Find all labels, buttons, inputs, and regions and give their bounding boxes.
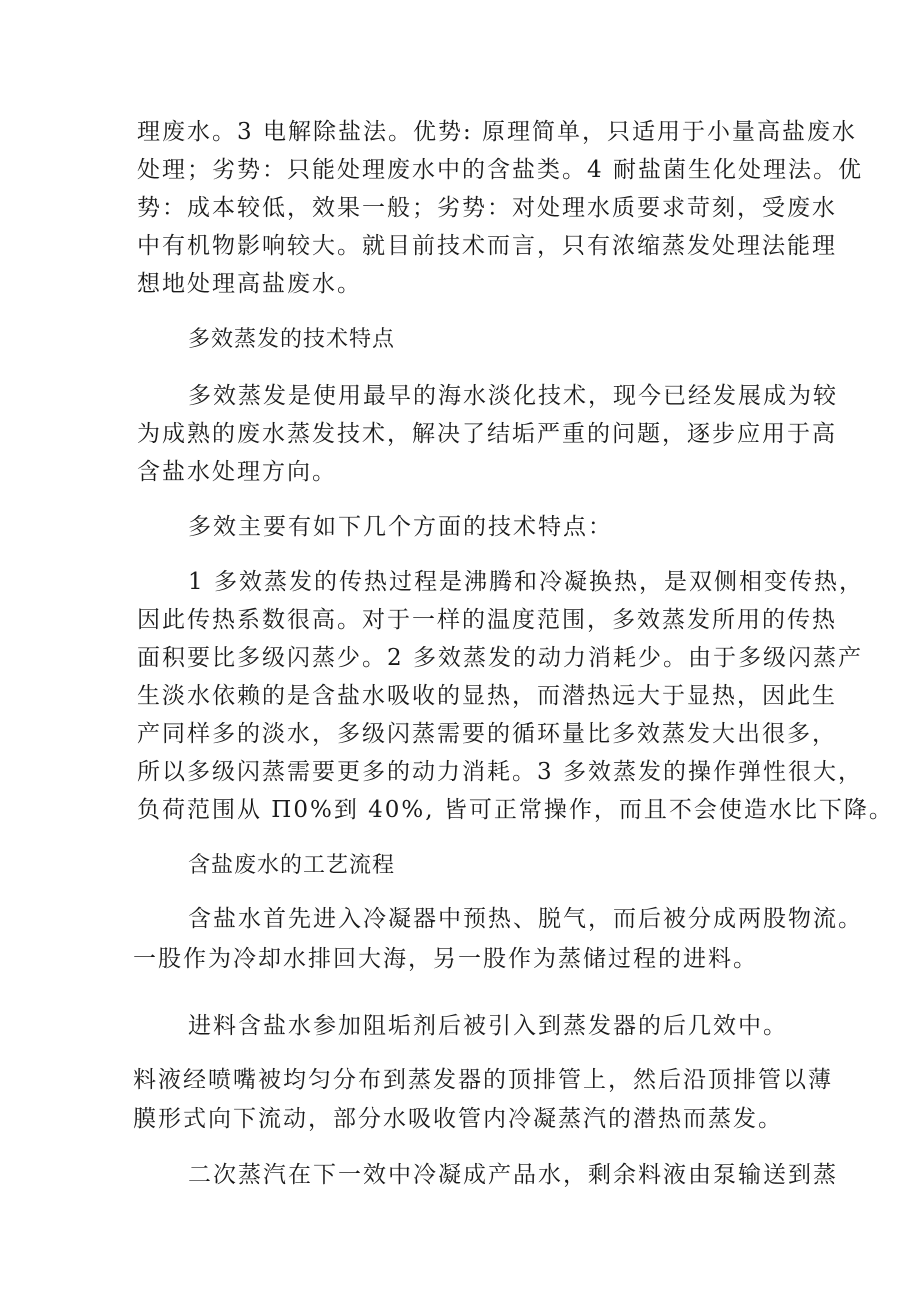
text-line: 处理；劣势：只能处理废水中的含盐类。4 耐盐菌生化处理法。优 [137, 157, 863, 183]
text-line: 理废水。3 电解除盐法。优势: 原理简单，只适用于小量高盐废水 [137, 119, 858, 145]
text-line: 为成熟的废水蒸发技术，解决了结垢严重的问题，逐步应用于高 [137, 421, 837, 447]
text-line: 一股作为冷却水排回大海，另一股作为蒸储过程的进料。 [133, 946, 758, 972]
text-line: 二次蒸汽在下一效中冷凝成产品水，剩余料液由泵输送到蒸 [188, 1162, 838, 1188]
section-heading: 含盐废水的工艺流程 [188, 853, 396, 878]
text-line: 含盐水首先进入冷凝器中预热、脱气，而后被分成两股物流。 [188, 906, 863, 932]
text-line: 产同样多的淡水，多级闪蒸需要的循环量比多效蒸发大出很多， [137, 721, 837, 747]
text-line: 势：成本较低，效果一般；劣势：对处理水质要求苛刻，受废水 [137, 195, 837, 221]
text-line: 多效蒸发是使用最早的海水淡化技术，现今已经发展成为较 [188, 383, 838, 409]
text-line: 生淡水依赖的是含盐水吸收的显热，而潜热远大于显热，因此生 [137, 683, 837, 709]
text-line: 中有机物影响较大。就目前技术而言，只有浓缩蒸发处理法能理 [137, 233, 837, 259]
section-heading: 多效蒸发的技术特点 [188, 327, 396, 352]
text-line: 因此传热系数很高。对于一样的温度范围，多效蒸发所用的传热 [137, 607, 837, 633]
text-line: 1 多效蒸发的传热过程是沸腾和冷凝换热，是双侧相变传热， [188, 569, 864, 595]
text-line: 所以多级闪蒸需要更多的动力消耗。3 多效蒸发的操作弹性很大， [137, 759, 863, 785]
text-line: 含盐水处理方向。 [137, 459, 337, 485]
text-line: 负荷范围从 Π0%到 40%, 皆可正常操作，而且不会使造水比下降。 [137, 797, 894, 823]
text-line: 料液经喷嘴被均匀分布到蒸发器的顶排管上，然后沿顶排管以薄 [133, 1067, 833, 1093]
text-line: 进料含盐水参加阻垢剂后被引入到蒸发器的后几效中。 [188, 1013, 788, 1039]
text-line: 想地处理高盐废水。 [137, 271, 362, 297]
text-line: 膜形式向下流动，部分水吸收管内冷凝蒸汽的潜热而蒸发。 [133, 1106, 783, 1132]
text-line: 多效主要有如下几个方面的技术特点： [188, 514, 613, 540]
text-line: 面积要比多级闪蒸少。2 多效蒸发的动力消耗少。由于多级闪蒸产 [137, 645, 863, 671]
